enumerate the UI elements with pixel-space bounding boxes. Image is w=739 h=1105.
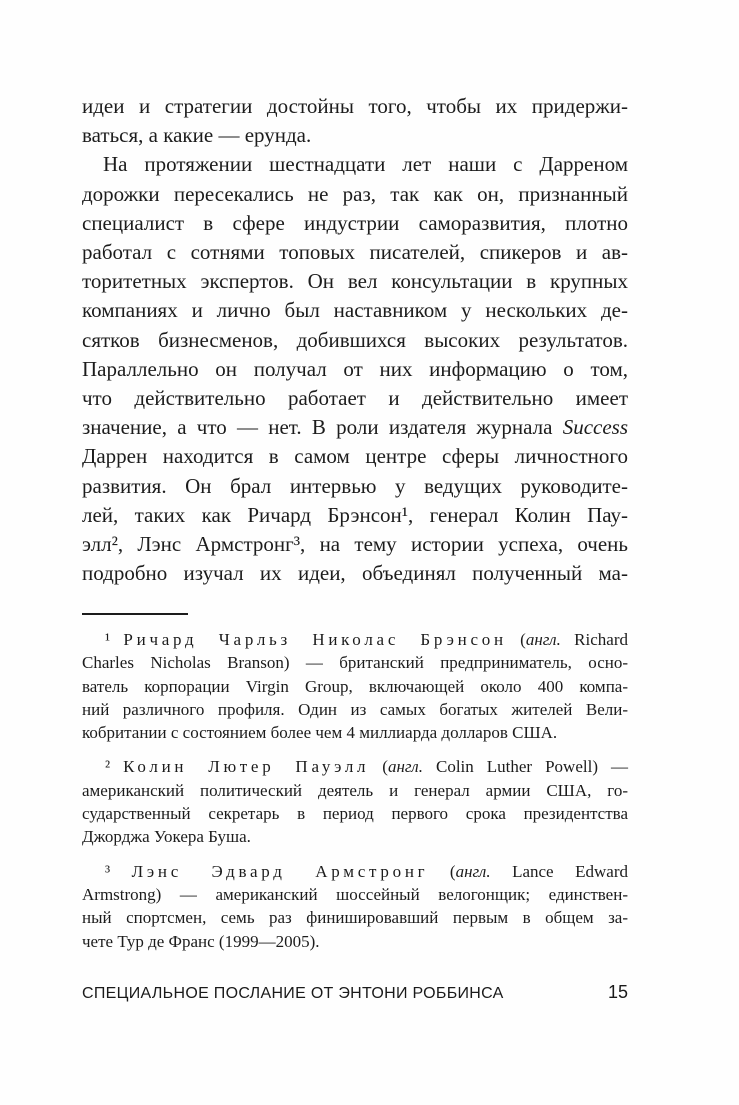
- footnote-line: американский политический деятель и генерал армии США, го-: [82, 780, 628, 800]
- page-footer: [82, 982, 628, 1003]
- text-line: что действительно работает и действительно имеет: [82, 386, 628, 411]
- text-line: работал с сотнями топовых писателей, спикеров и ав-: [82, 240, 628, 265]
- text-line: Даррен находится в самом центре сферы личностного: [82, 444, 628, 469]
- footnotes: [82, 628, 628, 953]
- text-line: торитетных экспертов. Он вел консультации в крупных: [82, 269, 628, 294]
- text-line: На протяжении шестнадцати лет наши с Дарреном: [103, 152, 628, 177]
- text-line: идеи и стратегии достойны того, чтобы их придержи-: [82, 94, 628, 118]
- footnote-line: ный спортсмен, семь раз финишировавший первым в общем за-: [82, 908, 628, 928]
- text-line: сятков бизнесменов, добившихся высоких результатов.: [82, 327, 628, 352]
- footnote-line: Charles Nicholas Branson) — британский предприниматель, осно-: [82, 653, 628, 673]
- footnote: [82, 628, 628, 744]
- footnote-line: кобритании с состоянием более чем 4 миллиарда долларов США.: [82, 723, 558, 743]
- running-title: СПЕЦИАЛЬНОЕ ПОСЛАНИЕ ОТ ЭНТОНИ РОББИНСА: [82, 985, 504, 1002]
- text-line: специалист в сфере индустрии саморазвития, плотно: [82, 210, 628, 235]
- footnote-separator: [82, 613, 188, 615]
- text-line: значение, а что — нет. В роли издателя журнала Success: [82, 415, 628, 440]
- footnote-line: ватель корпорации Virgin Group, включающей около 400 компа-: [82, 676, 628, 696]
- text-line: подробно изучал их идеи, объединял полученный ма-: [82, 561, 628, 586]
- text-line: элл², Лэнс Армстронг³, на тему истории успеха, очень: [82, 532, 628, 557]
- footnote: [82, 755, 628, 848]
- footnote-line: ний различного профиля. Один из самых богатых жителей Вели-: [82, 699, 628, 719]
- footnote-line: ² Колин Лютер Пауэлл (англ. Colin Luther Powell) —: [105, 757, 628, 777]
- footnote: [82, 860, 628, 953]
- footnote-line: ¹ Ричард Чарльз Николас Брэнсон (англ. Richard: [105, 630, 628, 649]
- page-number: 15: [607, 982, 628, 1002]
- footnote-line: чете Тур де Франс (1999—2005).: [82, 931, 320, 951]
- text-line: развития. Он брал интервью у ведущих руководите-: [82, 473, 628, 498]
- footnote-line: ³ Лэнс Эдвард Армстронг (англ. Lance Edward: [105, 861, 628, 881]
- text-line: лей, таких как Ричард Брэнсон¹, генерал Колин Пау-: [82, 502, 628, 527]
- text-line: ваться, а какие — ерунда.: [82, 123, 312, 148]
- text-line: дорожки пересекались не раз, так как он, признанный: [82, 181, 628, 206]
- footnote-line: Armstrong) — американский шоссейный велогонщик; единствен-: [82, 884, 628, 904]
- paragraph: [82, 92, 628, 150]
- footnote-line: сударственный секретарь в период первого срока президентства: [82, 804, 628, 824]
- footnote-line: Джорджа Уокера Буша.: [82, 827, 251, 847]
- text-line: Параллельно он получал от них информацию о том,: [82, 356, 628, 381]
- paragraph: [82, 150, 628, 588]
- text-line: компаниях и лично был наставником у нескольких де-: [82, 298, 628, 323]
- body-text: [82, 92, 628, 588]
